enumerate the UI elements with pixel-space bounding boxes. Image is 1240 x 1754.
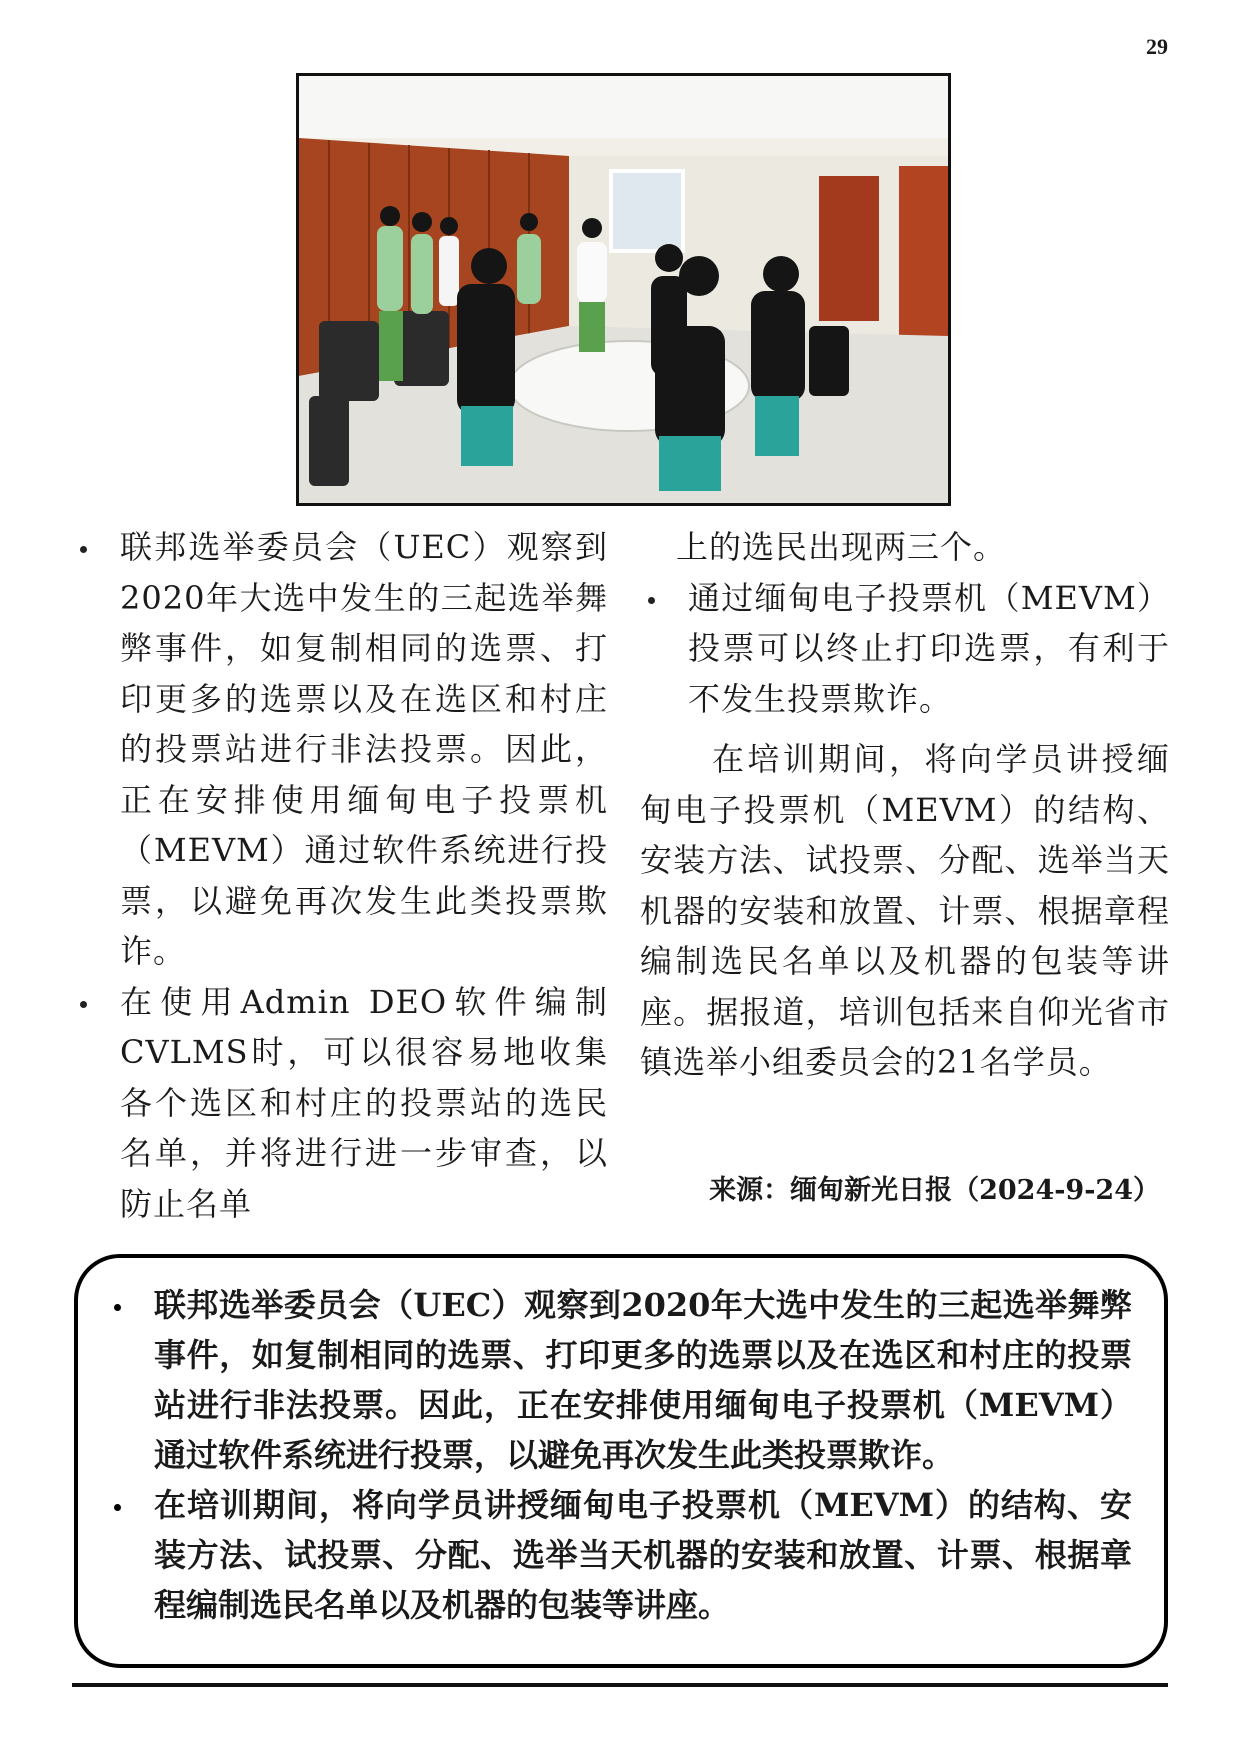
page-number: 29 — [1146, 34, 1168, 59]
continuation-text: 上的选民出现两三个。 — [676, 528, 1007, 566]
summary-box — [74, 1254, 1168, 1668]
training-paragraph: 在培训期间，将向学员讲授缅甸电子投票机（MEVM）的结构、安装方法、试投票、分配、选举当天机器的安装和放置、计票、根据章程编制选民名单以及机器的包装等讲座。据报道，培训包括来自仰光省市镇选举小组委员会的21名学员。 — [640, 740, 1170, 1081]
summary-list — [104, 1280, 1132, 1630]
group-meeting-photo — [296, 73, 951, 506]
summary-item: 联邦选举委员会（UEC）观察到2020年大选中发生的三起选举舞弊事件，如复制相同的选票、打印更多的选票以及在选区和村庄的投票站进行非法投票。因此，正在安排使用缅甸电子投票机（MEVM）通过软件系统进行投票，以避免再次发生此类投票欺诈。 — [104, 1280, 1132, 1480]
bullet-uec-fraud: 联邦选举委员会（UEC）观察到2020年大选中发生的三起选举舞弊事件，如复制相同的选票、打印更多的选票以及在选区和村庄的投票站进行非法投票。因此，正在安排使用缅甸电子投票机（MEVM）通过软件系统进行投票，以避免再次发生此类投票欺诈。 — [72, 522, 608, 977]
bullet-cvlms: 在使用Admin DEO软件编制CVLMS时，可以很容易地收集各个选区和村庄的投票站的选民名单，并将进行进一步审查，以防止名单 — [72, 977, 608, 1230]
left-column — [72, 522, 608, 1229]
summary-item: 在培训期间，将向学员讲授缅甸电子投票机（MEVM）的结构、安装方法、试投票、分配、选举当天机器的安装和放置、计票、根据章程编制选民名单以及机器的包装等讲座。 — [104, 1480, 1132, 1630]
bottom-rule — [72, 1683, 1168, 1687]
bullet-mevm: 通过缅甸电子投票机（MEVM）投票可以终止打印选票，有利于不发生投票欺诈。 — [640, 573, 1170, 725]
right-column — [640, 522, 1170, 1088]
source-citation: 来源：缅甸新光日报（2024-9-24） — [709, 1175, 1160, 1206]
photo-illustration — [299, 76, 948, 503]
